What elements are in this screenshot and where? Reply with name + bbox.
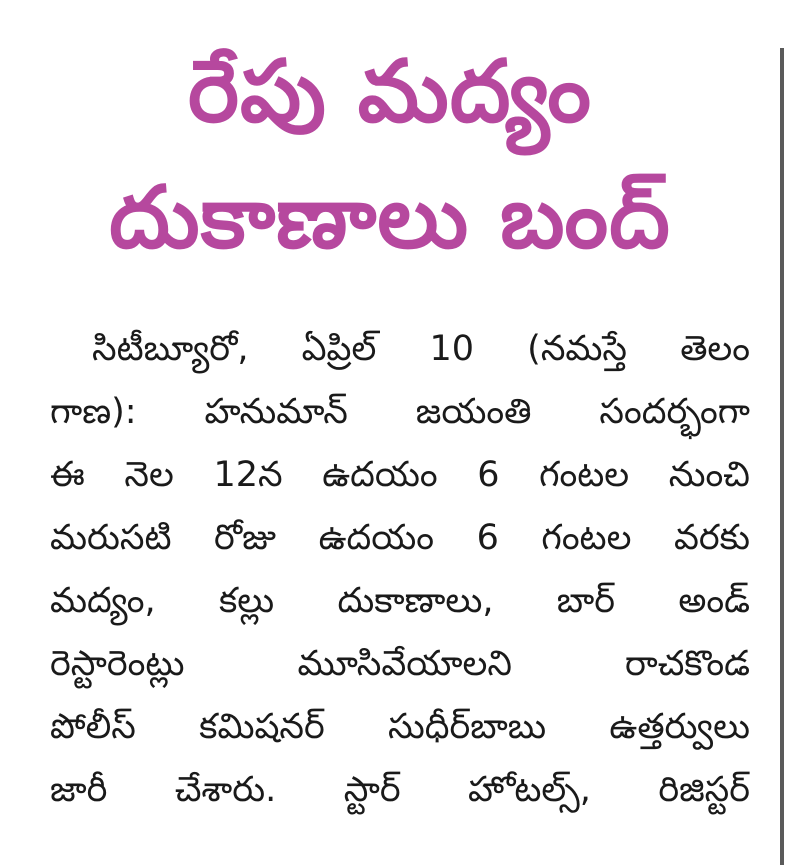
headline-line-1: రేపు మద్యం (188, 42, 592, 142)
body-line: మరుసటి రోజు ఉదయం 6 గంటల వరకు (50, 518, 750, 558)
article-body (50, 318, 750, 822)
body-line: సిటీబ్యూరో, ఏప్రిల్ 10 (నమస్తే తెలం (92, 329, 750, 369)
body-line: గాణ): హనుమాన్ జయంతి సందర్భంగా (50, 392, 750, 432)
body-line: రెస్టారెంట్లు మూసివేయాలని రాచకొండ (50, 644, 750, 684)
body-line: ఈ నెల 12న ఉదయం 6 గంటల నుంచి (50, 455, 750, 495)
body-line: పోలీస్ కమిషనర్ సుధీర్‌బాబు ఉత్తర్వులు (50, 707, 750, 747)
headline-line-2: దుకాణాలు బంద్ (109, 168, 671, 268)
column-divider (780, 48, 784, 865)
body-line: జారీ చేశారు. స్టార్ హోటల్స్, రిజిస్టర్ (50, 770, 750, 810)
body-line: మద్యం, కల్లు దుకాణాలు, బార్ అండ్ (50, 581, 750, 621)
